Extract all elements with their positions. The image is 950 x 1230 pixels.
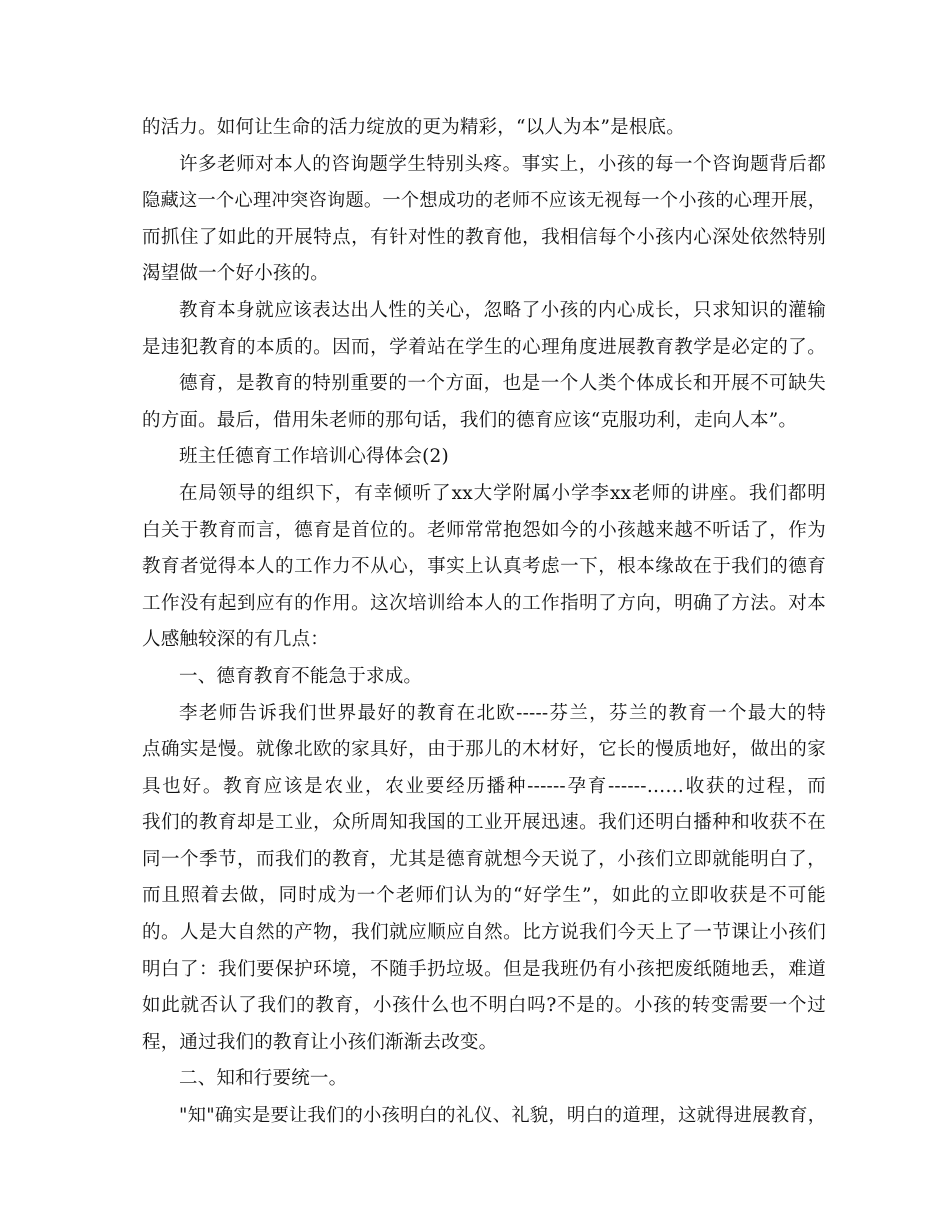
text-line: 人感触较深的有几点： — [142, 629, 330, 651]
text-line: 的。人是大自然的产物，我们就应顺应自然。比方说我们今天上了一节课让小孩们 — [142, 922, 826, 944]
text-line: 的活力。如何让生命的活力绽放的更为精彩，“以人为本”是根底。 — [142, 117, 685, 138]
paragraph-start-line: 在局领导的组织下，有幸倾听了xx大学附属小学李xx老师的讲座。我们都明 — [179, 482, 826, 504]
paragraph-start-line: 许多老师对本人的咨询题学生特别头疼。事实上，小孩的每一个咨询题背后都 — [179, 153, 826, 175]
text-line: 白关于教育而言，德育是首位的。老师常常抱怨如今的小孩越来越不听话了，作为 — [142, 519, 826, 541]
paragraph-start-line: 德育，是教育的特别重要的一个方面，也是一个人类个体成长和开展不可缺失 — [179, 373, 826, 395]
text-line: 具也好。教育应该是农业，农业要经历播种------孕育------……收获的过程，而 — [142, 775, 826, 797]
text-line: 程，通过我们的教育让小孩们渐渐去改变。 — [142, 1031, 498, 1053]
text-line: 如此就否认了我们的教育，小孩什么也不明白吗?不是的。小孩的转变需要一个过 — [142, 995, 826, 1017]
paragraph-start-line: 教育本身就应该表达出人性的关心，忽略了小孩的内心成长，只求知识的灌输 — [179, 299, 826, 321]
paragraph-start-line: 李老师告诉我们世界最好的教育在北欧-----芬兰，芬兰的教育一个最大的特 — [179, 702, 826, 724]
point-heading-1: 一、德育教育不能急于求成。 — [179, 665, 423, 687]
paragraph-start-line: "知"确实是要让我们的小孩明白的礼仪、礼貌，明白的道理，这就得进展教育， — [179, 1105, 826, 1127]
text-line: 点确实是慢。就像北欧的家具好，由于那儿的木材好，它长的慢质地好，做出的家 — [142, 739, 826, 761]
text-line: 而抓住了如此的开展特点，有针对性的教育他，我相信每个小孩内心深处依然特别 — [142, 226, 826, 248]
text-line: 的方面。最后，借用朱老师的那句话，我们的德育应该“克服功利，走向人本”。 — [142, 409, 798, 431]
text-line: 同一个季节，而我们的教育，尤其是德育就想今天说了，小孩们立即就能明白了， — [142, 848, 826, 870]
text-line: 是违犯教育的本质的。因而，学着站在学生的心理角度进展教育教学是必定的了。 — [142, 336, 826, 358]
point-heading-2: 二、知和行要统一。 — [179, 1068, 348, 1090]
text-line: 我们的教育却是工业，众所周知我国的工业开展迅速。我们还明白播种和收获不在 — [142, 812, 826, 834]
text-line: 而且照着去做，同时成为一个老师们认为的“好学生”，如此的立即收获是不可能 — [142, 885, 826, 907]
text-line: 隐藏这一个心理冲突咨询题。一个想成功的老师不应该无视每一个小孩的心理开展， — [142, 190, 826, 212]
text-line: 明白了：我们要保护环境，不随手扔垃圾。但是我班仍有小孩把废纸随地丢，难道 — [142, 958, 826, 980]
text-line: 渴望做一个好小孩的。 — [142, 263, 330, 285]
section-heading: 班主任德育工作培训心得体会(2) — [179, 446, 449, 468]
text-line: 教育者觉得本人的工作力不从心，事实上认真考虑一下，根本缘故在于我们的德育 — [142, 556, 826, 578]
text-line: 工作没有起到应有的作用。这次培训给本人的工作指明了方向，明确了方法。对本 — [142, 592, 826, 614]
document-body — [142, 110, 826, 1135]
